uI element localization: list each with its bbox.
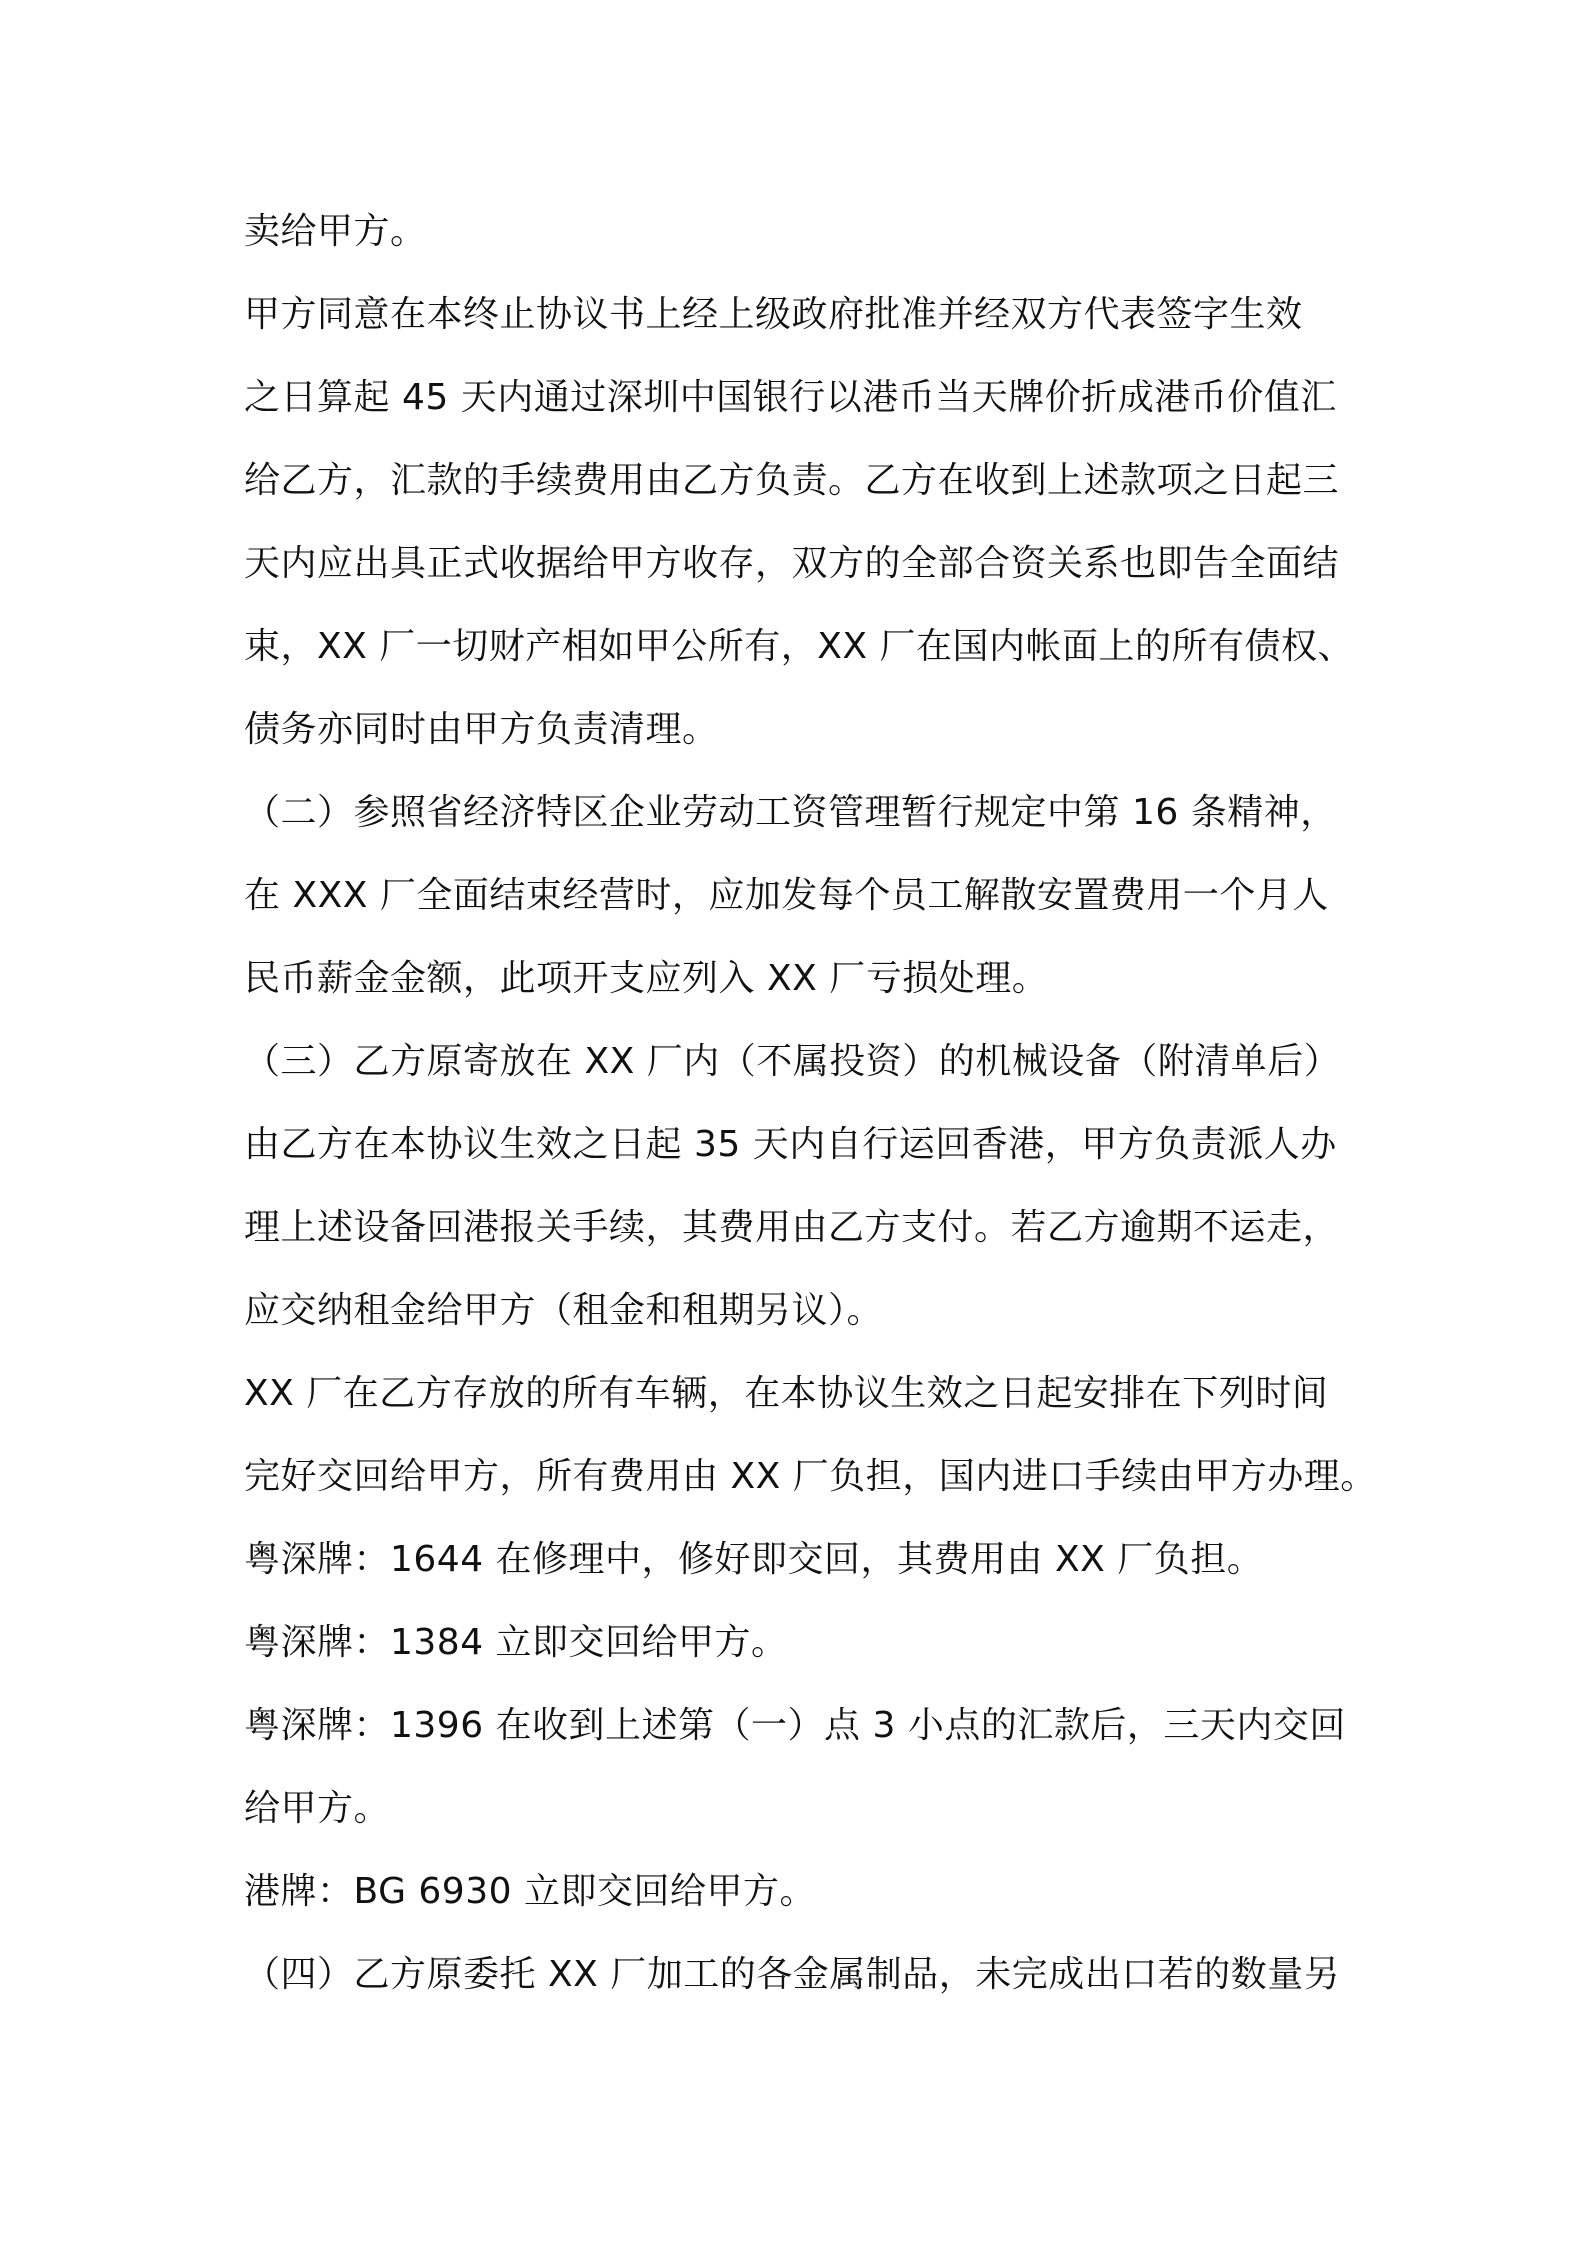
text-line: XX 厂在乙方存放的所有车辆，在本协议生效之日起安排在下列时间 [244, 1373, 1329, 1414]
text-line: 债务亦同时由甲方负责清理。 [244, 709, 719, 750]
text-line: 粤深牌：1384 立即交回给甲方。 [244, 1622, 788, 1663]
text-line: 粤深牌：1396 在收到上述第（一）点 3 小点的汇款后，三天内交回 [244, 1705, 1346, 1746]
text-line: 甲方同意在本终止协议书上经上级政府批准并经双方代表签字生效 [244, 294, 1303, 335]
document-body [244, 190, 1377, 2016]
text-line: （四）乙方原委托 XX 厂加工的各金属制品，未完成出口若的数量另 [244, 1954, 1341, 1995]
text-line: 民币薪金金额，此项开支应列入 XX 厂亏损处理。 [244, 958, 1049, 999]
text-line: 之日算起 45 天内通过深圳中国银行以港币当天牌价折成港币价值汇 [244, 377, 1337, 418]
text-line: 完好交回给甲方，所有费用由 XX 厂负担，国内进口手续由甲方办理。 [244, 1456, 1377, 1497]
text-line: 天内应出具正式收据给甲方收存，双方的全部合资关系也即告全面结 [244, 543, 1340, 584]
text-line: 束，XX 厂一切财产相如甲公所有，XX 厂在国内帐面上的所有债权、 [244, 626, 1355, 667]
text-line: 给甲方。 [244, 1788, 391, 1829]
text-line: 港牌：BG 6930 立即交回给甲方。 [244, 1871, 816, 1912]
text-line: 应交纳租金给甲方（租金和租期另议）。 [244, 1290, 884, 1331]
text-line: 在 XXX 厂全面结束经营时，应加发每个员工解散安置费用一个月人 [244, 875, 1329, 916]
text-line: 粤深牌：1644 在修理中，修好即交回，其费用由 XX 厂负担。 [244, 1539, 1264, 1580]
text-line: 理上述设备回港报关手续，其费用由乙方支付。若乙方逾期不运走， [244, 1207, 1340, 1248]
text-line: 卖给甲方。 [244, 211, 427, 252]
text-line: （三）乙方原寄放在 XX 厂内（不属投资）的机械设备（附清单后） [244, 1041, 1341, 1082]
text-line: 给乙方，汇款的手续费用由乙方负责。乙方在收到上述款项之日起三 [244, 460, 1340, 501]
text-line: 由乙方在本协议生效之日起 35 天内自行运回香港，甲方负责派人办 [244, 1124, 1337, 1165]
text-line: （二）参照省经济特区企业劳动工资管理暂行规定中第 16 条精神， [244, 792, 1337, 833]
